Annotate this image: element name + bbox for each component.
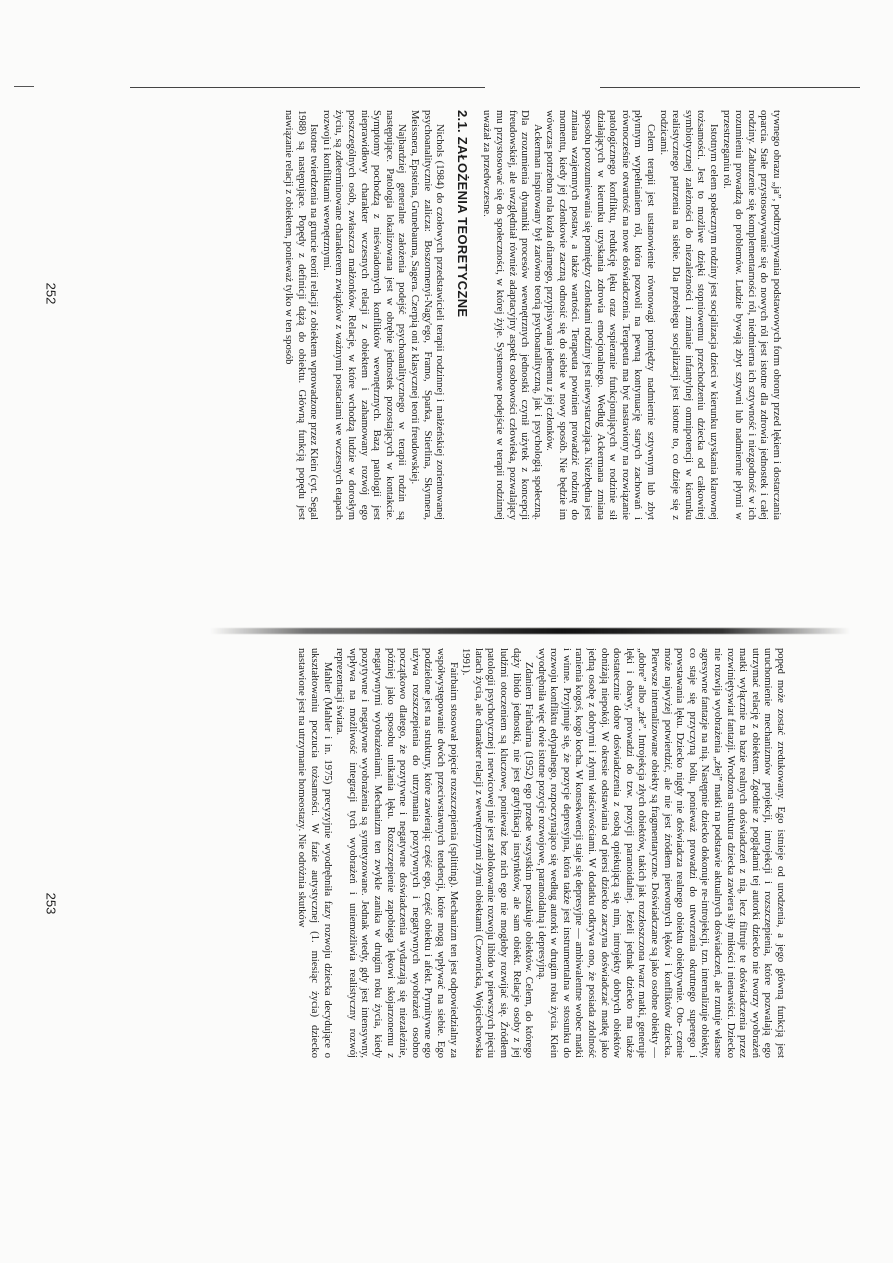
paragraph: Najbardziej generalne założenia podejść psychoanalitycznego w terapii rodzin są następujące. Patologia lokalizowana jest w obrębie jednostek pozostających w kontakcie. Symptomy pochodzą z nieświadomych konfliktów wewnętrznych. Bazą patologii jest nieprawidłowy charakter wczesnych relacji z obiektem i zahamowany rozwój ego poszczególnych osób, zwłaszcza małżonków. Relacje, w które wchodzą ludzie w dorosłym życiu, są zdeterminowane charakterem związków z ważnymi postaciami we wczesnych etapach rozwoju i konfliktami wewnętrznymi. [320,110,408,520]
paragraph: Istotne twierdzenia na gruncie teorii relacji z obiektem wprowadzone przez Klein (cyt. Segal 1988) są następujące. Popędy z definicji dążą do obiektu. Główną funkcją popędu jest nawiązanie relacji z obiektem, ponieważ tylko w ten sposób [283,110,320,520]
paragraph: Nichols (1984) do czołowych przedstawicieli terapii rodzinnej i małżeńskiej zorientowanej psychoanalitycznie zalicza: Boszormenyi-Nagy'ego, Framo, Sparka, Stierlina, Skynnera, Meissnera, Epsteina, Grunebauma, Sagera. Czerpią oni z klasycznej teorii freudowskiej. [408,110,446,520]
section-heading: 2.1. ZAŁOŻENIA TEORETYCZNE [454,110,470,318]
paragraph: Fairbairn stosował pojęcie rozszczepienia (splitting). Mechanizm ten jest odpowiedzialny za współwystępowanie dwóch przeciwstawnych tendencji, które mogą wpływać na siebie. Ego podzielone jest na struktury, które zawierają: część ego, część obiektu i afekt. Prymitywne ego używa rozszczepienia do utrzymania pozytywnych i negatywnych wyobrażeń osobno początkowo dlatego, że pozytywne i negatywne doświadczenia wydarzają się niezależnie, później jako sposobu unikania lęku. Rozszczepienie zapobiega lękowi skojarzonemu z negatywnymi wyobrażeniami. Mechanizm ten zwykle zanika w drugim roku życia, kiedy pozytywne i negatywne wyobrażenia są syntetyzowane. Jednak wtedy, gdy jest intensywny, wpływa na możliwość integracji tych wyobrażeń i uniemożliwia realistyczny rozwój reprezentacji świata. [334,648,459,1058]
paragraph: Istotnym celem społecznym rodziny jest socjalizacja dzieci w kierunku uzyskania klarownej tożsamości. Jest to możliwe dzięki stopniowemu przechodzeniu dziecka od całkowitej symbiotycznej zależności do niezależności i zmianie infantylnej omnipotencji w kierunku realistycznego patrzenia na siebie. Dla przebiegu socjalizacji jest istotne to, co dzieje się z rodzicami. [657,110,720,520]
paragraph: Celem terapii jest ustanowienie równowagi pomiędzy nadmiernie sztywnym lub zbyt płynnym wypełnianiem ról, która pozwoli na pewną kontynuację starych zachowań i równocześnie otwartość na nowe doświadczenia. Terapeuta ma być nastawiony na rozwiązanie patologicznego konfliktu, redukcję lęku oraz wspieranie funkcjonujących w rodzinie sił działających w kierunku uzyskania zdrowia emocjonalnego. Według Ackermana zmiana sposobu porozumiewania się pomiędzy członkami rodziny jest niewystarczająca. Niezbędna jest zmiana wzajemnych postaw, a także wartości. Terapeuta powinien prowadzić rodzinę do momentu, kiedy jej członkowie zaczną odnosić się do siebie w nowy sposób. Nie będzie im wówczas potrzebna rola kozła ofiarnego, przypisywana jednemu z jej członków. [544,110,657,520]
paragraph: popęd może zostać zredukowany. Ego istnieje od urodzenia, a jego główną funkcją jest uruchomienie mechanizmów projekcji, introjekcji i rozszczepienia, które pozwalają ego utrzymać relację z obiektem. Zgodnie z poglądami tej autorki dziecko nie tworzy wyobrażeń matki wyłącznie na bazie realnych doświadczeń z nią, lecz filtruje te doświadczenia przez rozwiniętyswiat fantazji. Wrodzona struktura dziecka zawiera siły miłości i nienawiści. Dziecko nie rozwija wyobrażenia „złej” matki na podstawie aktualnych doświadczeń, ale rzutuje własne agresywne fantazje na nią. Następnie dziecko dokonuje re-introjekcji, tzn. internalizuje obiekty, co staje się przyczyną bólu, ponieważ prowadzi do utworzenia okrutnego superego i powstawania lęku. Dziecko nigdy nie doświadcza realnego obiektu obiektywnie. Oto- czenie może najwyżej potwierdzić, ale nie jest źródłem pierwotnych lęków i konfliktów dziecka. Pierwsze internalizowane obiekty są fragmentaryczne. Doświadczane są jako osobne obiekty — „dobre” albo „złe”. Introjekcja złych obiektów, takich jak rozzłoszczona twarz matki, generuje lęki i obawy, prowadzi do tzw. pozycji paranoidalnej. Jeżeli jednak dziecko ma także dostatecznie dobre doświadczenia z osobą opiekującą się nim, introjekty dobrych obiektów obniżają niepokój. W okresie odstawiania od piersi dziecko zaczyna doświadczać matkę jako jedną osobę z dobrymi i złymi właściwościami. W dodatku odkrywa ono, że posiada zdolność ranienia kogoś, kogo kocha. W konsekwencji staje się depresyjne — ambiwalentne wobec matki i winne. Przyjmuje się, że pozycje depresyjna, która także jest instrumentalna w stosunku do rozwoju konfliktu edypalnego, rozpoczynająco się według autorki w drugim roku życia. Klein wyodrębniła więc dwie istotne pozycje rozwojowe, paranoidalną i depresyjną. [535,648,786,1058]
page-253-text [96,648,786,1058]
scan-rule [14,86,34,87]
page-252-text [92,110,782,520]
page-number: 252 [43,282,59,305]
page-number: 253 [43,892,59,915]
paragraph: Mahler (Mahler i in. 1975) precyzyjnie wyodrębniła fazy rozwoju dziecka decydujące o ukształtowaniu poczucia tożsamości. W fazie autystycznej (1. miesiąc życia) dziecko nastawione jest na utrzymanie homeostazy. Nie odróżnia skutków [296,648,333,1058]
paragraph: Ackerman inspirowany był zarówno teorią psychoanalityczną, jak i psychologią społeczną. Dla zrozumienia dynamiki procesów wewnętrznych jednostki czynił użytek z koncepcji freudowskiej, ale uwzględniał również adaptacyjny aspekt osobowości człowieka, pozwalający mu przystosować się do społeczności, w której żyje. Systemowe podejście w terapii rodzinnej uważał za przedwczesne. [481,110,543,520]
scan-rule [600,87,860,88]
paragraph: tywnego obrazu „ja”, podtrzymywania podstawowych form obrony przed lękiem i dostarczania oparcia. Stałe przystosowywanie się do nowych ról jest istotne dla zdrowia jednostek i całej rodziny. Zaburzenie się komplementarności ról, niedmierna ich sztywność i niezgodność w ich rozumieniu prowadzą do problemów. Ludzie bywają zbyt sztywni lub nadmiernie płynni w przestrzeganiu ról. [720,110,782,520]
paragraph: Zdaniem Fairbairna (1952) ego przede wszystkim poszukuje obiektów. Celem, do którego dąży libido jednostki, nie jest gratyfikacja instynktów, ale sam obiekt. Relacje osoby z jej ludźmi otoczeniem są kluczowe, ponieważ bez nich ego nie mogłoby rozwijać się. Źródłem patologii psychotycznej i nerwicowej nie jest zablokowanie rozwoju libido w pierwszych pięciu latach życia, ale charakter relacji z wewnętrznymi złymi obiektami (Czownicka, Wojciechowska 1991). [460,648,535,1058]
book-spine-shadow [210,628,850,634]
page-252 [92,110,782,520]
page-253 [96,648,786,1058]
scan-rule [130,87,485,88]
